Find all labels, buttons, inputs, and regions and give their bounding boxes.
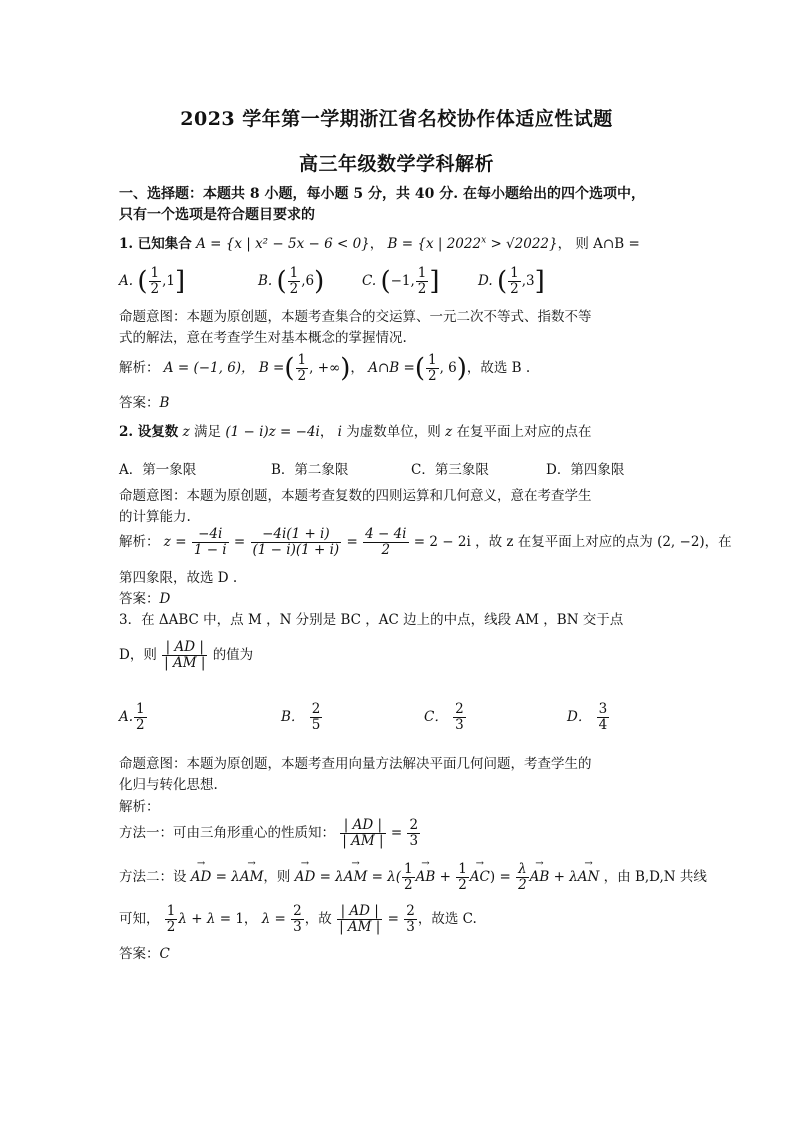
q1-label: 1. 已知集合: [119, 236, 192, 252]
question-3: 3．在 ΔABC 中，点 M ，N 分别是 BC ，AC 边上的中点，线段 AM ，BN 交于点: [119, 612, 624, 628]
q1-answer: 答案：B: [119, 395, 170, 411]
q1-option-c: C. (−1, $\frac{1}{2}$ ]: [362, 265, 440, 297]
q3-option-c: C． $\frac{2}{3}$: [424, 701, 464, 733]
q1-option-d: D. ( $\frac{1}{2}$ ,3]: [478, 265, 545, 297]
question-1: 1. 已知集合 A = {x | x² − 5x − 6 < 0}， B = {x | 2022$^x$ > √2022}， 则 A∩B =: [119, 235, 640, 252]
q1-set-b-post: > √2022}: [490, 236, 558, 252]
q2-intent: 命题意图：本题为原创题，本题考查复数的四则运算和几何意义，意在考查学生: [119, 488, 592, 504]
section-header: 一、选择题：本题共 8 小题，每小题 5 分，共 40 分. 在每小题给出的四个选项中，: [119, 186, 645, 202]
q2-analysis: 解析： z = $\frac{-4i}{1 - i}$ = $\frac{-4i(1 + i)}{(1 - i)(1 + i)}$ = $\frac{4 - 4i}{2}$ = 2 − 2i ，故 z 在复平面上对应的点为 (2, −2)，在: [119, 526, 732, 558]
q1-option-a: A. ( $\frac{1}{2}$ ,1]: [119, 265, 186, 297]
q1-options: [119, 266, 185, 297]
q2-analysis-cont: 第四象限，故选 D .: [119, 570, 238, 586]
q1-set-a: A = {x | x² − 5x − 6 < 0}: [196, 236, 370, 252]
q2-answer: 答案：D: [119, 591, 171, 607]
title-line-2: 高三年级数学学科解析: [298, 153, 494, 175]
q2-option-a: A．第一象限: [119, 462, 197, 478]
q3-analysis-label: 解析：: [119, 799, 160, 815]
q1-ask: 则 A∩B =: [575, 236, 640, 252]
section-header-cont: 只有一个选项是符合题目要求的: [119, 207, 315, 223]
question-2: 2. 设复数 z 满足 (1 − i)z = −4i， i 为虚数单位，则 z 在复平面上对应的点在: [119, 424, 592, 440]
title-line-1: 2023 学年第一学期浙江省名校协作体适应性试题: [180, 108, 613, 130]
q3-method-1: 方法一：可由三角形重心的性质知： $\frac{| AD |}{| AM |}$ = $\frac{2}{3}$: [119, 817, 419, 849]
q1-option-b: B. ( $\frac{1}{2}$ ,6): [258, 265, 325, 297]
q3-method-2: 方法二：设 → AD = λ→ AM，则 → AD = λ→ AM = λ( $\frac{1}{2}$ → AB + $\frac{1}{2}$ → AC) = $\frac{\lambda}{2}$ → AB + λ→ AN ，由 B,D,N 共线: [119, 862, 707, 893]
q1-intent: 命题意图：本题为原创题，本题考查集合的交运算、一元二次不等式、指数不等: [119, 309, 592, 325]
q3-intent: 命题意图：本题为原创题，本题考查用向量方法解决平面几何问题，考查学生的: [119, 756, 592, 772]
q1-set-b-pre: B = {x | 2022: [387, 236, 482, 252]
q1-intent-cont: 式的解法，意在考查学生对基本概念的掌握情况.: [119, 330, 407, 346]
q3-answer: 答案：C: [119, 946, 170, 962]
q2-option-b: B．第二象限: [271, 462, 349, 478]
q3-option-a: A. $\frac{1}{2}$: [119, 701, 145, 733]
q1-analysis: 解析： A = (−1, 6)， B =( $\frac{1}{2}$ , +∞)， A∩B =( $\frac{1}{2}$ , 6)，故选 B .: [119, 352, 531, 384]
q2-intent-cont: 的计算能力.: [119, 509, 191, 525]
q3-known: 可知， $\frac{1}{2}$ λ + λ = 1， λ = $\frac{2}{3}$ ，故 $\frac{| AD |}{| AM |}$ = $\frac{2}{3}$ ，故选 C.: [119, 903, 477, 935]
question-3-cont: D，则 $\frac{| AD |}{| AM |}$ 的值为: [119, 639, 254, 671]
q3-intent-cont: 化归与转化思想.: [119, 777, 218, 793]
q3-option-b: B． $\frac{2}{5}$: [281, 701, 321, 733]
q3-option-d: D． $\frac{3}{4}$: [567, 701, 608, 733]
q2-option-c: C．第三象限: [411, 462, 489, 478]
q2-option-d: D．第四象限: [546, 462, 625, 478]
